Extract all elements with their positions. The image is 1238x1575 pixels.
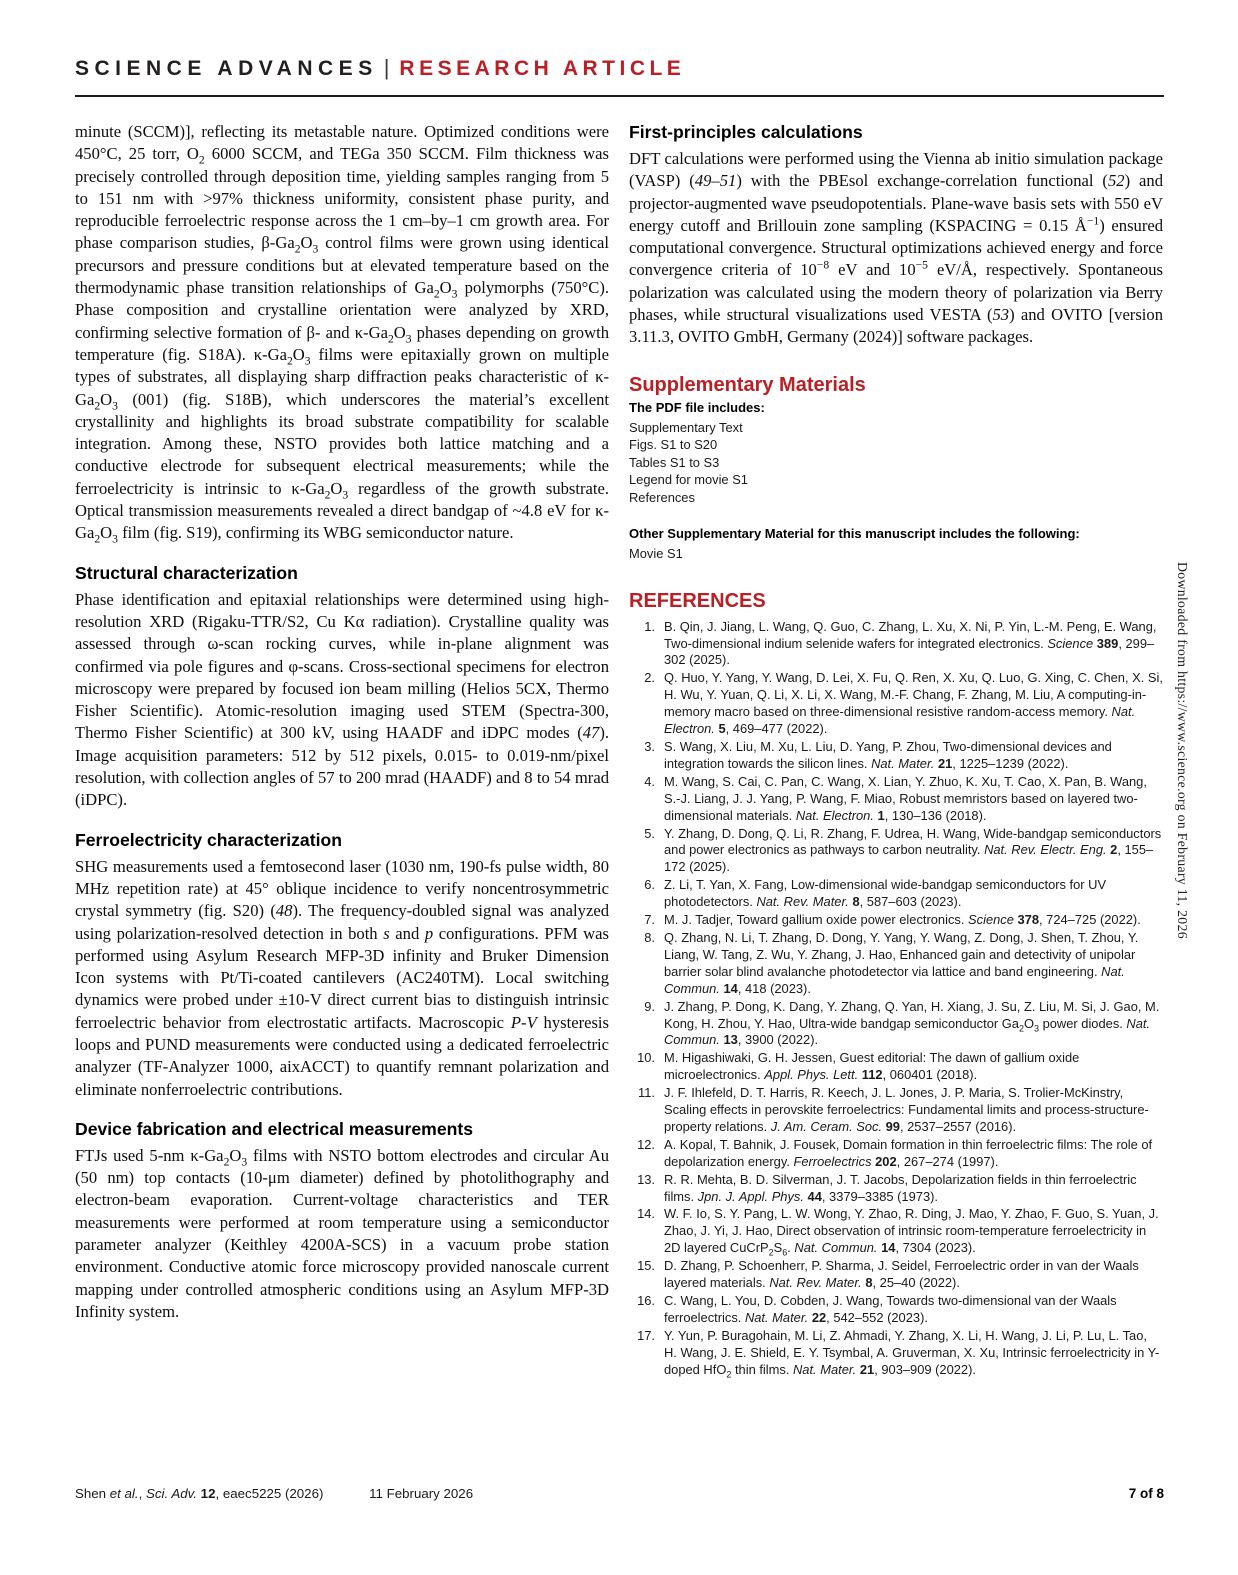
section-heading-device: Device fabrication and electrical measurements: [75, 1118, 473, 1139]
reference-entry: [629, 1085, 1163, 1136]
pdf-includes-label: The PDF file includes:: [629, 399, 765, 415]
reference-entry: [629, 930, 1163, 998]
device-paragraph: FTJs used 5-nm $\kappa-Ga_2O_3$ films with NSTO bottom electrodes and circular Au (50 nm) top contacts (10-μm diameter) defined by photolithography and electron-beam evaporation. Current-voltage characteristics and TER measurements were performed at room temperature using a semiconductor parameter analyzer (Keithley 4200A-SCS) in a vacuum probe station environment. Conductive atomic force microscopy provided nanoscale current mapping under controlled atmospheric conditions using an Asylum MFP-3D Infinity system.: [75, 1145, 609, 1321]
reference-number: 6.: [644, 877, 655, 893]
page-footer: [75, 1486, 1164, 1501]
other-supplementary-label: Other Supplementary Material for this manuscript includes the following:: [629, 526, 1080, 542]
reference-number: 3.: [644, 739, 655, 755]
reference-entry: [629, 739, 1163, 773]
reference-text: S. Wang, X. Liu, M. Xu, L. Liu, D. Yang, P. Zhou, Two-dimensional devices and integration towards the silicon lines. Nat. Mater. 21, 1225–1239 (2022).: [664, 739, 1112, 771]
reference-entry: [629, 1328, 1163, 1379]
section-heading-ferroelectricity: Ferroelectricity characterization: [75, 829, 342, 850]
reference-text: M. Higashiwaki, G. H. Jessen, Guest editorial: The dawn of gallium oxide microelectronics. Appl. Phys. Lett. 112, 060401 (2018).: [664, 1050, 1080, 1083]
reference-entry: [629, 877, 1163, 911]
reference-entry: [629, 1137, 1163, 1171]
footer-date: 11 February 2026: [369, 1486, 474, 1501]
reference-text: A. Kopal, T. Bahnik, J. Fousek, Domain formation in thin ferroelectric films: The role of depolarization energy. Ferroelectrics 202, 267–274 (1997).: [664, 1136, 1153, 1169]
reference-text: Q. Huo, Y. Yang, Y. Wang, D. Lei, X. Fu, Q. Ren, X. Xu, Q. Luo, G. Xing, C. Chen, X. Si, H. Wu, Y. Yuan, Q. Li, X. Li, X. Wang, M.-F. Chang, F. Zhang, M. Liu, A computing-in-memory macro based on three-dimensional resistive random-access memory. Nat. Electron. 5, 469–477 (2022).: [664, 670, 1163, 737]
supplementary-item: References: [629, 489, 695, 505]
reference-entry: [629, 1293, 1163, 1327]
reference-text: D. Zhang, P. Schoenherr, P. Sharma, J. Seidel, Ferroelectric order in van der Waals layered materials. Nat. Rev. Mater. 8, 25–40 (2022).: [664, 1258, 1139, 1291]
reference-text: Y. Yun, P. Buragohain, M. Li, Z. Ahmadi, Y. Zhang, X. Li, H. Wang, J. Li, P. Lu, L. Tao, H. Wang, J. E. Shield, E. Y. Tsymbal, A. Gruverman, X. Xu, Intrinsic ferroelectricity in Y-doped HfO$_2$ thin films. Nat. Mater. 21, 903–909 (2022).: [664, 1327, 1160, 1380]
reference-entry: [629, 1050, 1163, 1084]
pdf-includes-list: [629, 419, 1163, 507]
reference-text: C. Wang, L. You, D. Cobden, J. Wang, Towards two-dimensional van der Waals ferroelectrics. Nat. Mater. 22, 542–552 (2023).: [664, 1293, 1117, 1325]
right-column: [629, 121, 1163, 1380]
other-supplementary-list: [629, 545, 1163, 563]
reference-text: W. F. Io, S. Y. Pang, L. W. Wong, Y. Zhao, R. Ding, J. Mao, Y. Zhao, F. Guo, S. Yuan, J. Zhao, J. Yi, J. Hao, Direct observation of intrinsic room-temperature ferroelectricity in 2D layered $CuCrP_2S_6$. Nat. Commun. 14, 7304 (2023).: [664, 1206, 1159, 1258]
page-number: 7 of 8: [1128, 1486, 1164, 1501]
section-heading-first-principles: First-principles calculations: [629, 122, 863, 142]
reference-number: 7.: [644, 912, 655, 928]
reference-number: 8.: [644, 929, 655, 945]
reference-text: J. Zhang, P. Dong, K. Dang, Y. Zhang, Q. Yan, H. Xiang, J. Su, Z. Liu, M. Si, J. Gao, M. Kong, H. Zhou, Y. Hao, Ultra-wide bandgap semiconductor $Ga_2O_3$ power diodes. Nat. Commun. 13, 3900 (2022).: [664, 998, 1160, 1048]
reference-text: B. Qin, J. Jiang, L. Wang, Q. Guo, C. Zhang, L. Xu, X. Ni, P. Yin, L.-M. Peng, E. Wang, Two-dimensional indium selenide wafers for integrated electronics. Science 389, 299–302 (2025).: [664, 618, 1157, 668]
reference-number: 15.: [637, 1258, 655, 1274]
reference-entry: [629, 1172, 1163, 1206]
supplementary-materials-heading: Supplementary Materials: [629, 373, 866, 396]
reference-text: Z. Li, T. Yan, X. Fang, Low-dimensional wide-bandgap semiconductors for UV photodetectors. Nat. Rev. Mater. 8, 587–603 (2023).: [664, 877, 1107, 910]
references-heading: REFERENCES: [629, 589, 766, 612]
footer-citation: Shen et al., Sci. Adv. 12, eaec5225 (2026): [75, 1486, 324, 1501]
first-principles-paragraph: DFT calculations were performed using the Vienna ab initio simulation package (VASP) (49–51) with the PBEsol exchange-correlation functional (52) and projector-augmented wave pseudopotentials. Plane-wave basis sets with 550 eV energy cutoff and Brillouin zone sampling (KSPACING = 0.15 $Å^{-1}$) ensured computational convergence. Structural optimizations achieved energy and force convergence criteria of $10^{-8}$ eV and $10^{-5}$ eV/Å, respectively. Spontaneous polarization was calculated using the modern theory of polarization via Berry phases, while structural visualizations used VESTA (53) and OVITO [version 3.11.3, OVITO GmbH, Germany (2024)] software packages.: [629, 149, 1164, 347]
reference-entry: [629, 774, 1163, 825]
section-heading-structural: Structural characterization: [75, 562, 298, 583]
supplementary-item: Supplementary Text: [629, 419, 743, 435]
reference-entry: [629, 1258, 1163, 1292]
reference-number: 4.: [644, 773, 655, 789]
download-watermark: Downloaded from https://www.science.org on February 11, 2026: [1175, 562, 1190, 939]
journal-brand: SCIENCE ADVANCES: [75, 57, 378, 80]
reference-entry: [629, 670, 1163, 738]
reference-entry: [629, 619, 1163, 670]
structural-paragraph: Phase identification and epitaxial relationships were determined using high-resolution XRD (Rigaku-TTR/S2, Cu Kα radiation). Crystalline quality was assessed through ω-scan rocking curves, while in-plane alignment was confirmed via pole figures and φ-scans. Cross-sectional specimens for electron microscopy were prepared by focused ion beam milling (Helios 5CX, Thermo Fisher Scientific). Atomic-resolution imaging used STEM (Spectra-300, Thermo Fisher Scientific) at 300 kV, using HAADF and iDPC modes (47). Image acquisition parameters: 512 by 512 pixels, 0.015- to 0.019-nm/pixel resolution, with collection angles of 57 to 200 mrad (HAADF) and 8 to 54 mrad (iDPC).: [75, 589, 609, 810]
supplementary-item: Legend for movie S1: [629, 472, 748, 488]
reference-number: 17.: [637, 1327, 655, 1343]
supplementary-item: Movie S1: [629, 546, 683, 562]
supplementary-item: Figs. S1 to S20: [629, 437, 718, 453]
masthead-divider: |: [383, 55, 390, 80]
reference-number: 2.: [644, 670, 655, 686]
reference-text: Q. Zhang, N. Li, T. Zhang, D. Dong, Y. Yang, Y. Wang, Z. Dong, J. Shen, T. Zhou, Y. Liang, W. Tang, Z. Wu, Y. Zhang, J. Hao, Enhanced gain and detectivity of unipolar barrier solar blind avalanche photodetector via lattice and band engineering. Nat. Commun. 14, 418 (2023).: [664, 929, 1139, 996]
reference-number: 12.: [637, 1136, 655, 1152]
methods-growth-paragraph: minute (SCCM)], reflecting its metastable nature. Optimized conditions were 450°C, 25 torr, $O_2$ 6000 SCCM, and TEGa 350 SCCM. Film thickness was precisely controlled through deposition time, yielding samples ranging from 5 to 151 nm with >97% thickness uniformity, consistent phase purity, and reproducible ferroelectric response across the 1 cm–by–1 cm growth area. For phase comparison studies, $\beta-Ga_2O_3$ control films were grown using identical precursors and pressure conditions but at elevated temperature based on the thermodynamic phase transition relationships of $Ga_2O_3$ polymorphs (750°C). Phase composition and crystalline orientation were analyzed by XRD, confirming selective formation of β- and $\kappa-Ga_2O_3$ phases depending on growth temperature (fig. S18A). $\kappa-Ga_2O_3$ films were epitaxially grown on multiple types of substrates, all displaying sharp diffraction peaks characteristic of $\kappa-Ga_2O_3$ (001) (fig. S18B), which underscores the material’s excellent crystallinity and highlights its broad substrate compatibility for scalable integration. Among these, NSTO provides both lattice matching and a conductive electrode for subsequent electrical measurements; while the ferroelectricity is intrinsic to $\kappa-Ga_2O_3$ regardless of the growth substrate. Optical transmission measurements revealed a direct bandgap of ~4.8 eV for $\kappa-Ga_2O_3$ film (fig. S19), confirming its WBG semiconductor nature.: [75, 122, 610, 546]
reference-number: 14.: [637, 1206, 655, 1222]
reference-text: M. Wang, S. Cai, C. Pan, C. Wang, X. Lian, Y. Zhuo, K. Xu, T. Cao, X. Pan, B. Wang, S.-J. Liang, J. J. Yang, P. Wang, F. Miao, Robust memristors based on layered two-dimensional materials. Nat. Electron. 1, 130–136 (2018).: [664, 773, 1147, 823]
supplementary-item: Tables S1 to S3: [629, 454, 720, 470]
reference-entry: [629, 912, 1163, 929]
reference-text: Y. Zhang, D. Dong, Q. Li, R. Zhang, F. Udrea, H. Wang, Wide-bandgap semiconductors and power electronics as pathways to carbon neutrality. Nat. Rev. Electr. Eng. 2, 155–172 (2025).: [664, 825, 1162, 875]
left-column: [75, 121, 609, 1323]
reference-number: 13.: [637, 1171, 655, 1187]
reference-number: 11.: [638, 1085, 655, 1101]
reference-number: 1.: [644, 618, 655, 634]
reference-text: M. J. Tadjer, Toward gallium oxide power electronics. Science 378, 724–725 (2022).: [664, 912, 1141, 928]
reference-number: 16.: [637, 1293, 655, 1309]
reference-text: R. R. Mehta, B. D. Silverman, J. T. Jacobs, Depolarization fields in thin ferroelectric films. Jpn. J. Appl. Phys. 44, 3379–3385 (1973).: [664, 1171, 1137, 1204]
references-list: [629, 619, 1163, 1379]
reference-number: 5.: [644, 825, 655, 841]
reference-number: 10.: [637, 1050, 655, 1066]
article-type-label: RESEARCH ARTICLE: [399, 57, 686, 80]
journal-masthead: [75, 55, 1164, 97]
reference-entry: [629, 999, 1163, 1050]
reference-text: J. F. Ihlefeld, D. T. Harris, R. Keech, J. L. Jones, J. P. Maria, S. Trolier-McKinstry, Scaling effects in perovskite ferroelectrics: Fundamental limits and process-structure-property relations. J. Am. Ceram. Soc. 99, 2537–2557 (2016).: [664, 1085, 1149, 1134]
reference-entry: [629, 826, 1163, 877]
spacer: [629, 506, 1163, 523]
reference-number: 9.: [644, 998, 655, 1014]
reference-entry: [629, 1206, 1163, 1257]
ferroelectricity-paragraph: SHG measurements used a femtosecond laser (1030 nm, 190-fs pulse width, 80 MHz repetition rate) at 45° oblique incidence to verify noncentrosymmetric crystal symmetry (fig. S20) (48). The frequency-doubled signal was analyzed using polarization-resolved detection in both s and p configurations. PFM was performed using Asylum Research MFP-3D infinity and Bruker Dimension Icon systems with Pt/Ti-coated cantilevers (AC240TM). Local switching dynamics were probed under ±10-V direct current bias to distinguish intrinsic ferroelectric behavior from electrostatic artifacts. Macroscopic P-V hysteresis loops and PUND measurements were conducted using a dedicated ferroelectric analyzer (TF-Analyzer 1000, aixACCT) to quantify remnant polarization and eliminate nonferroelectric contributions.: [75, 856, 609, 1099]
